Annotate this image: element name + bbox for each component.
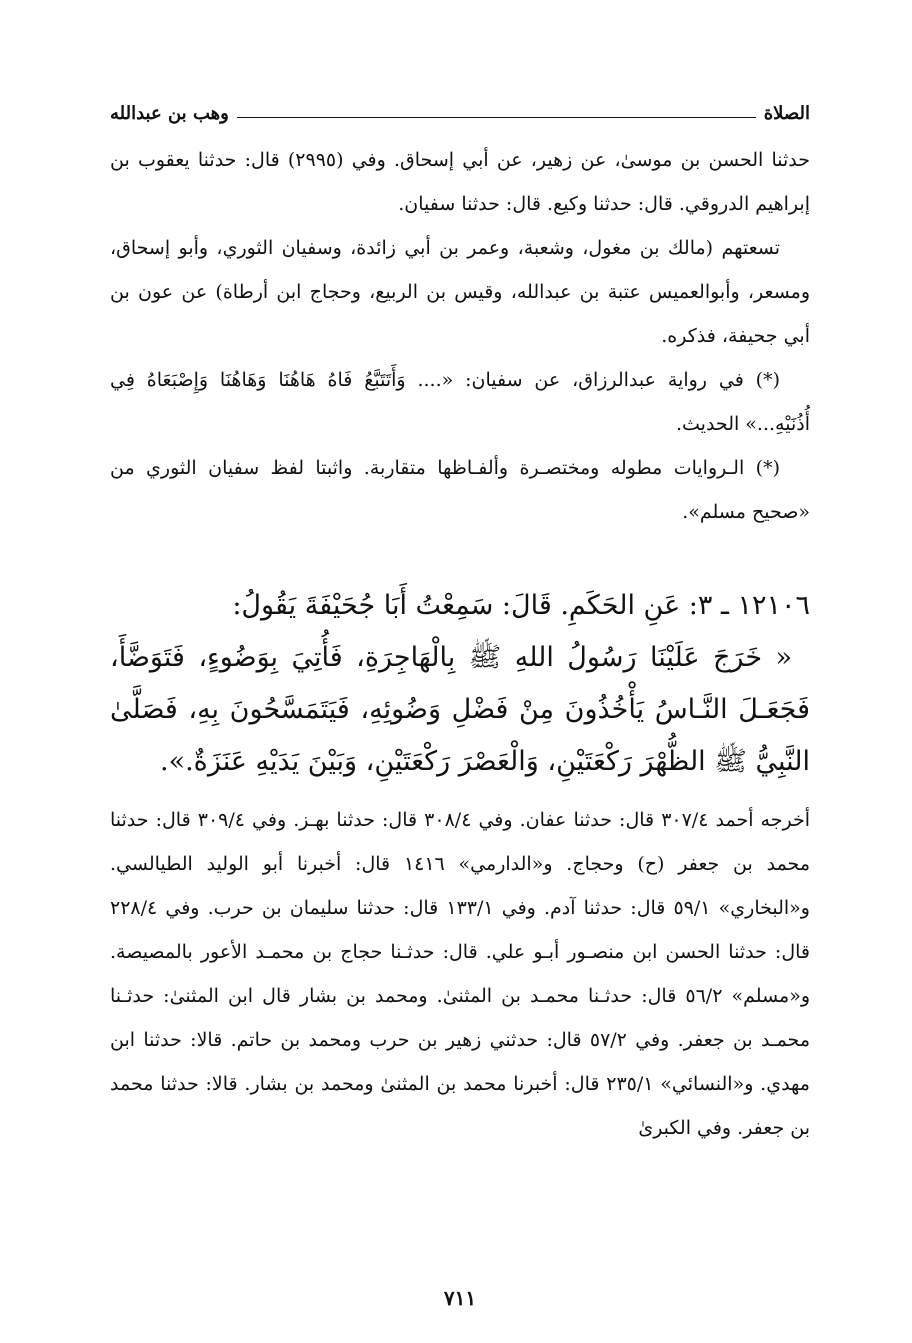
header-rule: [237, 117, 756, 118]
hadith-block: [110, 580, 810, 788]
running-header: [110, 90, 810, 124]
note-abdulrazzaq: (*) في رواية عبدالرزاق، عن سفيان: «.... وَأَتَتَبَّعُ فَاهُ هَاهُنَا وَهَاهُنَا وَإِصْبَعَاهُ فِي أُذُنَيْهِ...» الحديث.: [110, 369, 810, 435]
hadith-text: « خَرَجَ عَلَيْنَا رَسُولُ اللهِ ﷺ بِالْهَاجِرَةِ، فَأُتِيَ بِوَضُوءٍ، فَتَوَضَّأَ، فَجَعَـلَ النَّـاسُ يَأْخُذُونَ مِنْ فَضْلِ وَضُوئِهِ، فَيَتَمَسَّحُونَ بِهِ، فَصَلَّىٰ النَّبِيُّ ﷺ الظُّهْرَ رَكْعَتَيْنِ، وَالْعَصْرَ رَكْعَتَيْنِ، وَبَيْنَ يَدَيْهِ عَنَزَةٌ.».: [110, 642, 810, 777]
paragraph-narrators: تسعتهم (مالك بن مغول، وشعبة، وعمر بن أبي زائدة، وسفيان الثوري، وأبو إسحاق، ومسعر، وأبوالعميس عتبة بن عبدالله، وقيس بن الربيع، وحجاج ابن أرطاة) عن عون بن أبي جحيفة، فذكره.: [110, 237, 810, 347]
note-versions: (*) الـروايات مطوله ومختصـرة وألفـاظها متقاربة. واثبتا لفظ سفيان الثوري من «صحيح مسلم».: [110, 457, 810, 523]
chapter-title: الصلاة: [763, 103, 810, 124]
narrator-title: وهب بن عبدالله: [110, 103, 229, 124]
hadith-heading: ١٢١٠٦ ـ ٣: عَنِ الحَكَمِ. قَالَ: سَمِعْتُ أَبَا جُحَيْفَةَ يَقُولُ:: [232, 590, 810, 621]
book-page: [110, 80, 810, 1310]
paragraph-isnad: حدثنا الحسن بن موسىٰ، عن زهير، عن أبي إسحاق. وفي (٢٩٩٥) قال: حدثنا يعقوب بن إبراهيم الدروقي. قال: حدثنا وكيع. قال: حدثنا سفيان.: [110, 149, 810, 215]
takhrij-paragraph: أخرجه أحمد ٣٠٧/٤ قال: حدثنا عفان. وفي ٣٠٨/٤ قال: حدثنا بهـز. وفي ٣٠٩/٤ قال: حدثنا محمد بن جعفر (ح) وحجاج. و«الدارمي» ١٤١٦ قال: أخبرنا أبو الوليد الطيالسي. و«البخاري» ٥٩/١ قال: حدثنا آدم. وفي ١٣٣/١ قال: حدثنا سليمان بن حرب. وفي ٢٢٨/٤ قال: حدثنا الحسن ابن منصـور أبـو علي. قال: حدثـنا حجاج بن محمـد الأعور بالمصيصة. و«مسلم» ٥٦/٢ قال: حدثـنا محمـد بن المثنىٰ. ومحمد بن بشار قال ابن المثنىٰ: حدثـنا محمـد بن جعفر. وفي ٥٧/٢ قال: حدثني زهير بن حرب ومحمد بن حاتم. قالا: حدثنا ابن مهدي. و«النسائي» ٢٣٥/١ قال: أخبرنا محمد بن المثنىٰ ومحمد بن بشار. قالا: حدثنا محمد بن جعفر. وفي الكبرىٰ: [110, 809, 810, 1139]
page-body: [110, 138, 810, 1150]
page-number: ٧١١: [443, 1286, 477, 1310]
